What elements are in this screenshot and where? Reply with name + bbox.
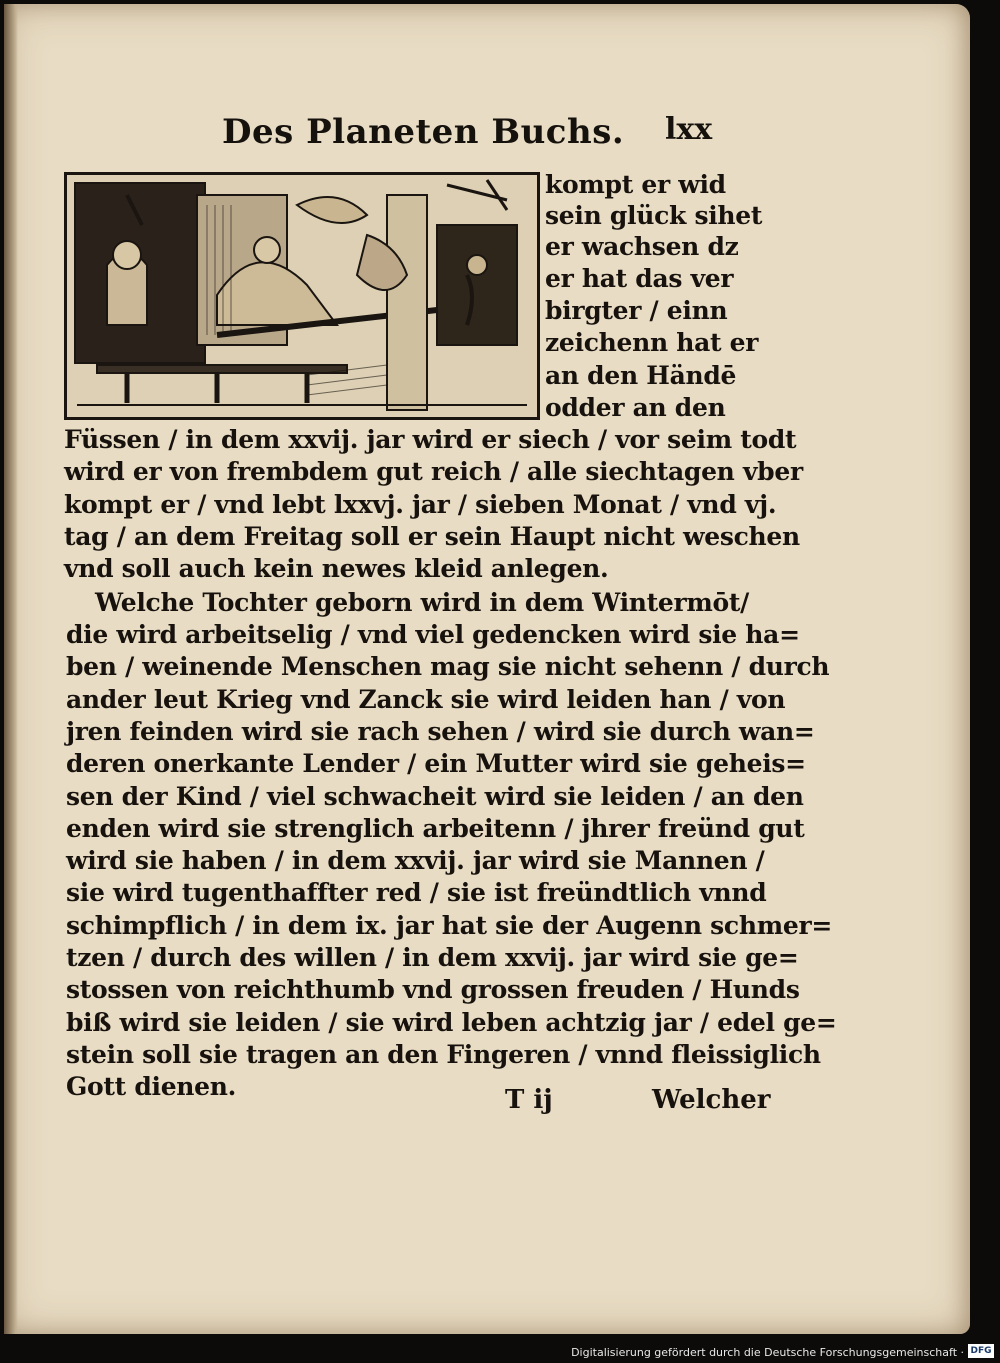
text-line: die wird arbeitselig / vnd viel gedencken wird sie ha=: [66, 620, 800, 649]
woodcut-image: [67, 175, 537, 417]
woodcut-illustration: [64, 172, 540, 420]
text-line: sein glück sihet: [545, 201, 763, 230]
text-line: wird er von frembdem gut reich / alle siechtagen vber: [64, 457, 803, 486]
text-line: ben / weinende Menschen mag sie nicht sehenn / durch: [66, 652, 830, 681]
text-line: deren onerkante Lender / ein Mutter wird sie geheis=: [66, 749, 806, 778]
funding-credit: Digitalisierung gefördert durch die Deutsche Forschungsgemeinschaft ·: [571, 1346, 964, 1359]
text-line: sie wird tugenthaffter red / sie ist freündtlich vnnd: [66, 878, 767, 907]
text-line: schimpflich / in dem ix. jar hat sie der Augenn schmer=: [66, 911, 832, 940]
text-line: kompt er / vnd lebt lxxvj. jar / sieben Monat / vnd vj.: [64, 490, 777, 519]
text-line: kompt er wid: [545, 170, 726, 199]
text-line: vnd soll auch kein newes kleid anlegen.: [64, 554, 609, 583]
text-line: er wachsen dz: [545, 232, 739, 261]
text-line: an den Händē: [545, 361, 737, 390]
running-title: Des Planeten Buchs.: [222, 112, 625, 152]
text-line: tzen / durch des willen / in dem xxvij. jar wird sie ge=: [66, 943, 799, 972]
text-line: zeichenn hat er: [545, 328, 759, 357]
text-line: wird sie haben / in dem xxvij. jar wird sie Mannen /: [66, 846, 765, 875]
catchword: Welcher: [652, 1085, 771, 1115]
text-line: jren feinden wird sie rach sehen / wird sie durch wan=: [66, 717, 815, 746]
folio-number: lxx: [665, 112, 713, 147]
dfg-logo-icon: DFG: [968, 1344, 994, 1358]
signature-mark: T ij: [505, 1085, 553, 1115]
text-line: odder an den: [545, 393, 726, 422]
text-line: stein soll sie tragen an den Fingeren / vnnd fleissiglich: [66, 1040, 821, 1069]
text-line: tag / an dem Freitag soll er sein Haupt nicht weschen: [64, 522, 800, 551]
text-line: biß wird sie leiden / sie wird leben achtzig jar / edel ge=: [66, 1008, 837, 1037]
page-edge: [4, 4, 18, 1334]
text-line: Füssen / in dem xxvij. jar wird er siech / vor seim todt: [64, 425, 797, 454]
text-line: er hat das ver: [545, 264, 734, 293]
text-line: Gott dienen.: [66, 1072, 237, 1101]
text-line: birgter / einn: [545, 296, 728, 325]
text-line: stossen von reichthumb vnd grossen freuden / Hunds: [66, 975, 800, 1004]
text-line: ander leut Krieg vnd Zanck sie wird leiden han / von: [66, 685, 786, 714]
text-line: sen der Kind / viel schwacheit wird sie leiden / an den: [66, 782, 804, 811]
paragraph-start-line: Welche Tochter geborn wird in dem Wintermōt/: [95, 588, 750, 617]
text-line: enden wird sie strenglich arbeitenn / jhrer freünd gut: [66, 814, 805, 843]
